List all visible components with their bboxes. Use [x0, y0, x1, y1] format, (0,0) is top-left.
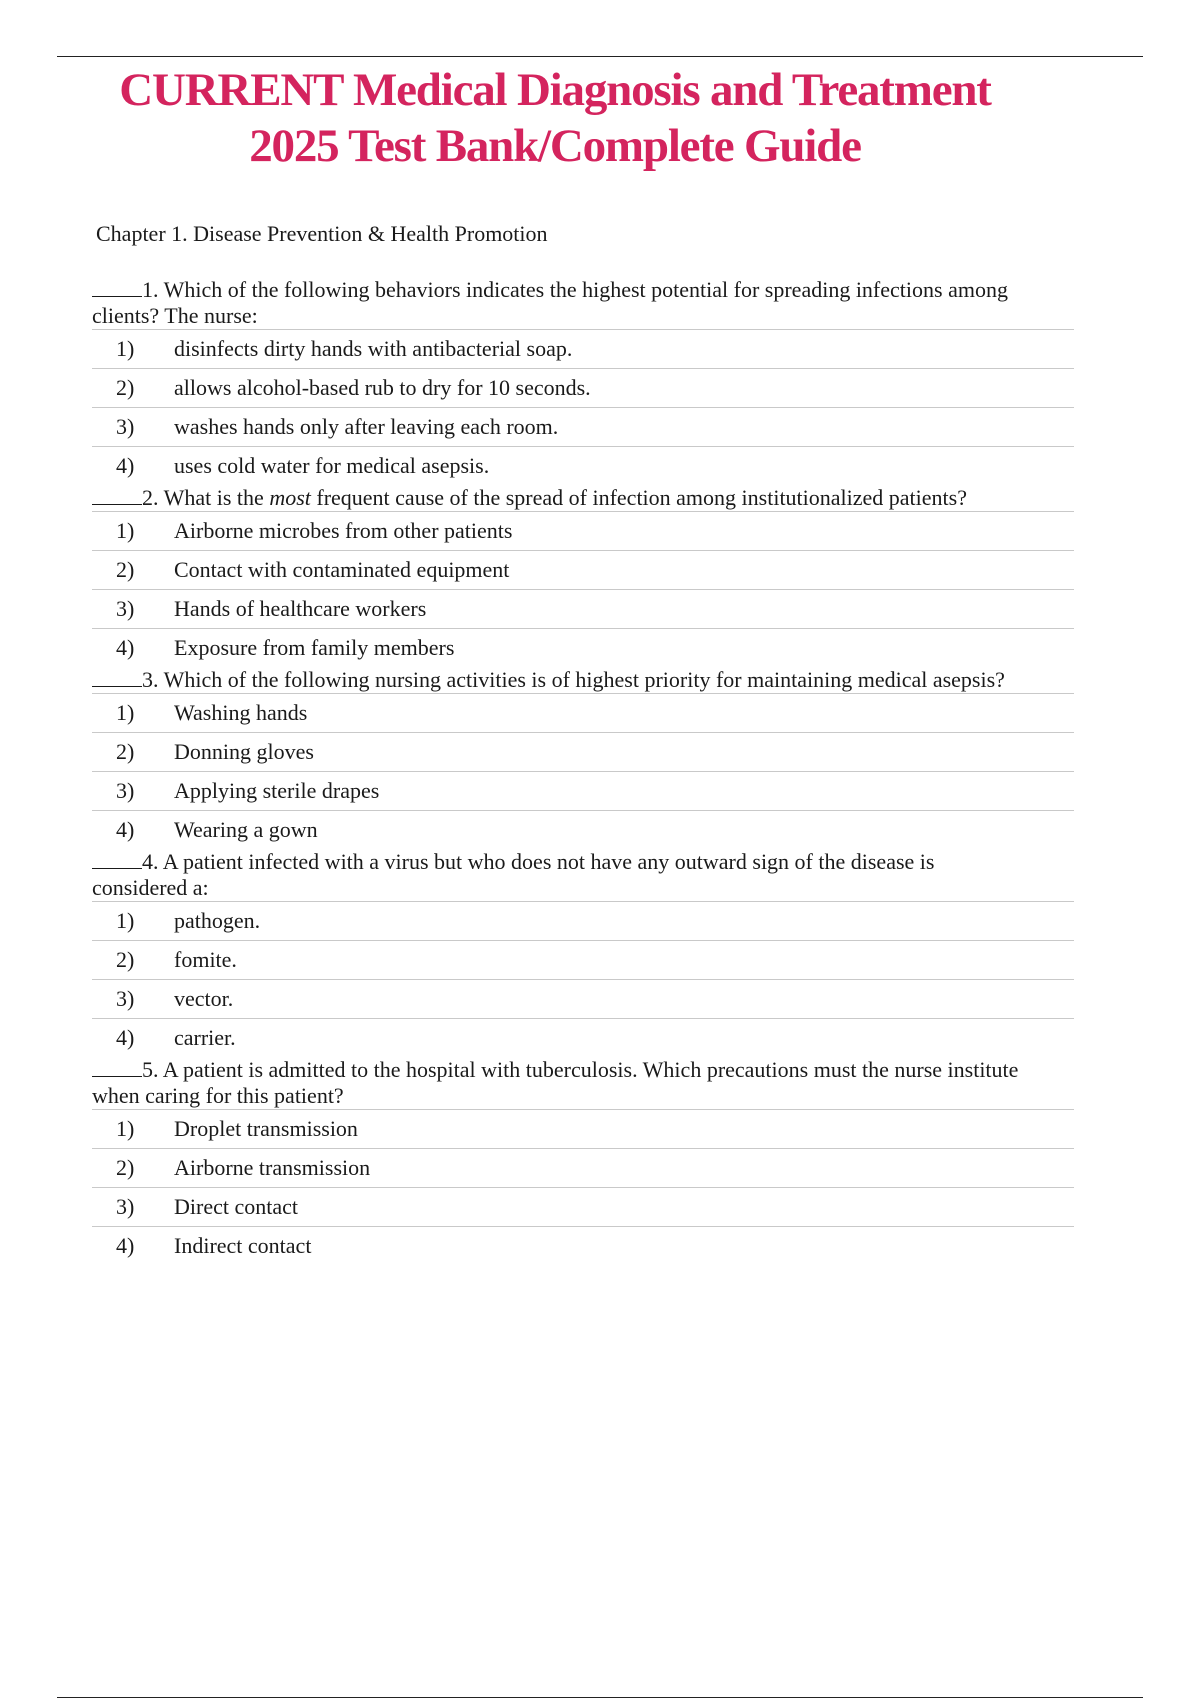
bottom-rule: [57, 1697, 1143, 1698]
answer-option[interactable]: [92, 940, 1074, 979]
option-text: Applying sterile drapes: [174, 778, 380, 803]
option-number: 2): [116, 557, 135, 582]
question: [92, 1057, 1074, 1265]
option-text: Washing hands: [174, 700, 308, 725]
answer-option[interactable]: [92, 979, 1074, 1018]
question-stem: [92, 667, 1074, 693]
answer-option[interactable]: [92, 628, 1074, 667]
question: [92, 849, 1074, 1057]
question-text: A patient is admitted to the hospital with tuberculosis. Which precautions must the nurse institute when caring for this patient?: [92, 1057, 1019, 1108]
option-number: 1): [116, 336, 135, 361]
question: [92, 277, 1074, 485]
option-text: Hands of healthcare workers: [174, 596, 427, 621]
answer-option[interactable]: [92, 693, 1074, 732]
option-list: [92, 329, 1074, 485]
option-text: Airborne transmission: [174, 1155, 371, 1180]
answer-option[interactable]: [92, 1187, 1074, 1226]
question-text: What is the: [163, 485, 270, 510]
answer-option[interactable]: [92, 1109, 1074, 1148]
answer-option[interactable]: [92, 446, 1074, 485]
option-text: Wearing a gown: [174, 817, 318, 842]
answer-option[interactable]: [92, 901, 1074, 940]
question-emphasis: most: [269, 485, 311, 510]
answer-option[interactable]: [92, 407, 1074, 446]
question-number: 2.: [142, 485, 159, 510]
option-number: 3): [116, 414, 135, 439]
answer-blank[interactable]: [92, 1058, 142, 1077]
option-number: 4): [116, 817, 135, 842]
option-text: uses cold water for medical asepsis.: [174, 453, 490, 478]
option-text: allows alcohol-based rub to dry for 10 seconds.: [174, 375, 591, 400]
option-text: carrier.: [174, 1025, 236, 1050]
question-stem: [92, 1057, 1074, 1109]
option-number: 2): [116, 739, 135, 764]
top-rule: [57, 56, 1143, 57]
question: [92, 667, 1074, 849]
title-line-2: 2025 Test Bank/Complete Guide: [249, 120, 861, 172]
option-text: pathogen.: [174, 908, 261, 933]
answer-blank[interactable]: [92, 278, 142, 297]
option-list: [92, 511, 1074, 667]
option-text: Droplet transmission: [174, 1116, 358, 1141]
question-text: Which of the following nursing activities is of highest priority for maintaining medical asepsis?: [163, 667, 1005, 692]
question: [92, 485, 1074, 667]
option-text: Direct contact: [174, 1194, 298, 1219]
option-text: Airborne microbes from other patients: [174, 518, 513, 543]
option-number: 4): [116, 635, 135, 660]
answer-option[interactable]: [92, 368, 1074, 407]
option-list: [92, 901, 1074, 1057]
option-number: 4): [116, 1025, 135, 1050]
option-number: 3): [116, 596, 135, 621]
option-number: 1): [116, 908, 135, 933]
option-text: washes hands only after leaving each room.: [174, 414, 559, 439]
option-text: Donning gloves: [174, 739, 314, 764]
question-number: 3.: [142, 667, 159, 692]
option-number: 1): [116, 1116, 135, 1141]
option-number: 4): [116, 1233, 135, 1258]
option-list: [92, 1109, 1074, 1265]
option-text: Indirect contact: [174, 1233, 312, 1258]
answer-option[interactable]: [92, 810, 1074, 849]
option-number: 1): [116, 518, 135, 543]
option-number: 4): [116, 453, 135, 478]
answer-blank[interactable]: [92, 668, 142, 687]
answer-blank[interactable]: [92, 850, 142, 869]
question-text: Which of the following behaviors indicates the highest potential for spreading infections among clients? The nurse:: [92, 277, 1008, 328]
document-title: [0, 62, 1110, 174]
option-text: Contact with contaminated equipment: [174, 557, 510, 582]
question-list: [92, 277, 1074, 1265]
chapter-heading: Chapter 1. Disease Prevention & Health Promotion: [96, 221, 548, 246]
option-number: 3): [116, 778, 135, 803]
question-stem: [92, 849, 1074, 901]
option-text: vector.: [174, 986, 234, 1011]
answer-option[interactable]: [92, 550, 1074, 589]
option-text: disinfects dirty hands with antibacterial soap.: [174, 336, 573, 361]
answer-option[interactable]: [92, 732, 1074, 771]
option-text: fomite.: [174, 947, 237, 972]
option-number: 3): [116, 1194, 135, 1219]
option-list: [92, 693, 1074, 849]
answer-option[interactable]: [92, 329, 1074, 368]
answer-blank[interactable]: [92, 486, 142, 505]
answer-option[interactable]: [92, 771, 1074, 810]
question-stem: [92, 277, 1074, 329]
question-number: 1.: [142, 277, 159, 302]
option-number: 2): [116, 375, 135, 400]
answer-option[interactable]: [92, 1226, 1074, 1265]
option-text: Exposure from family members: [174, 635, 455, 660]
answer-option[interactable]: [92, 589, 1074, 628]
question-text: A patient infected with a virus but who does not have any outward sign of the disease is considered a:: [92, 849, 935, 900]
answer-option[interactable]: [92, 511, 1074, 550]
option-number: 2): [116, 947, 135, 972]
option-number: 2): [116, 1155, 135, 1180]
option-number: 3): [116, 986, 135, 1011]
question-number: 4.: [142, 849, 159, 874]
question-text-after: frequent cause of the spread of infection among institutionalized patients?: [310, 485, 967, 510]
option-number: 1): [116, 700, 135, 725]
answer-option[interactable]: [92, 1018, 1074, 1057]
title-line-1: CURRENT Medical Diagnosis and Treatment: [119, 64, 991, 116]
question-stem: [92, 485, 1074, 511]
question-number: 5.: [142, 1057, 159, 1082]
answer-option[interactable]: [92, 1148, 1074, 1187]
